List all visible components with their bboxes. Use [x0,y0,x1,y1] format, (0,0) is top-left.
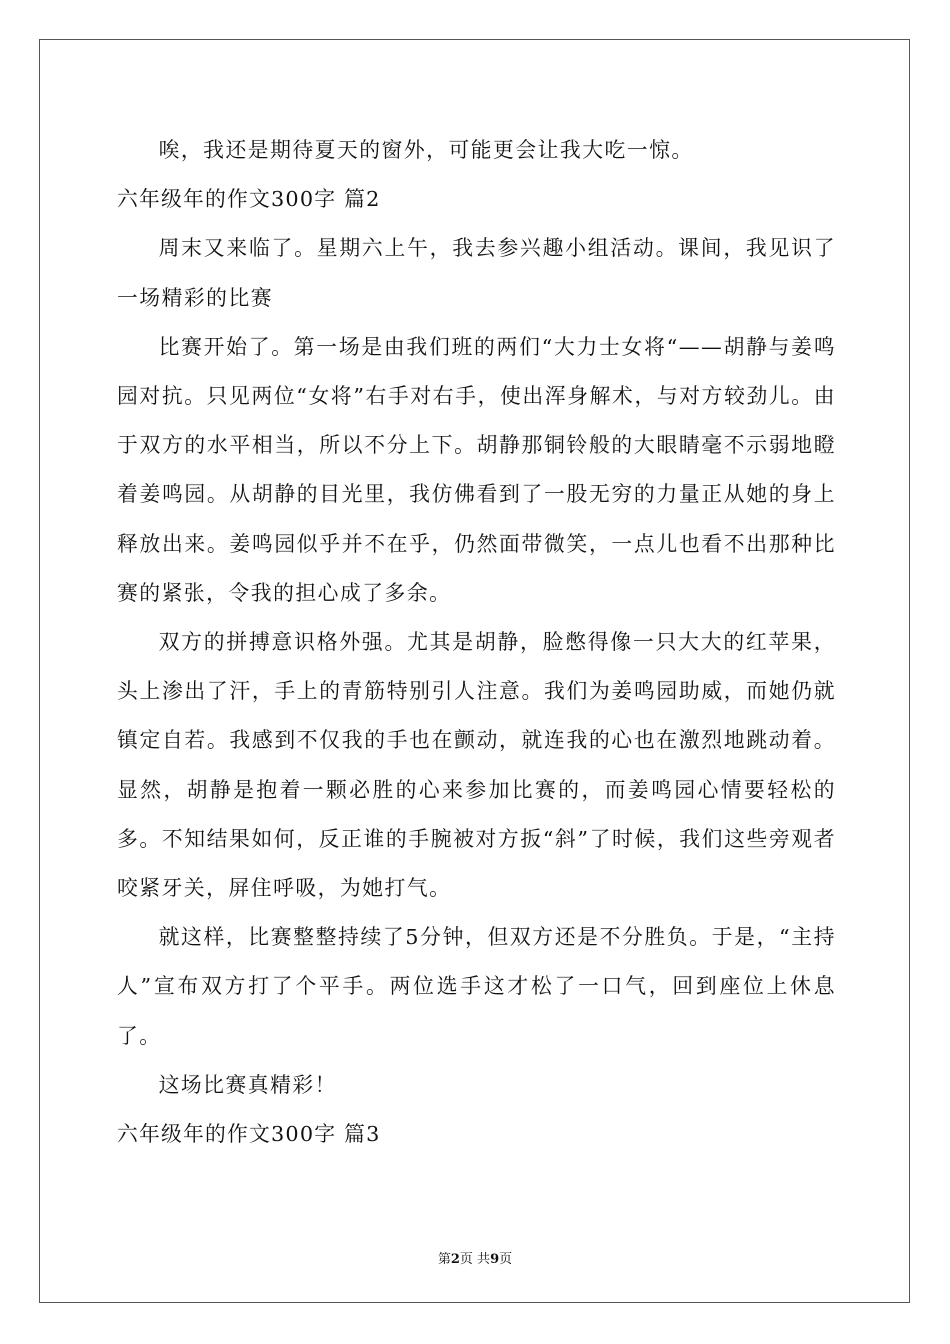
paragraph-intro: 周末又来临了。星期六上午，我去参兴趣小组活动。课间，我见识了一场精彩的比赛 [117,236,836,310]
footer-total-pages: 9 [490,1252,500,1267]
paragraph-match-start: 比赛开始了。第一场是由我们班的两们“大力士女将“——胡静与姜鸣园对抗。只见两位“女将”右手对右手，使出浑身解术，与对方较劲儿。由于双方的水平相当，所以不分上下。胡静那铜铃般的大眼睛毫不示弱地瞪着姜鸣园。从胡静的目光里，我仿佛看到了一股无穷的力量正从她的身上释放出来。姜鸣园似乎并不在乎，仍然面带微笑，一点儿也看不出那种比赛的紧张，令我的担心成了多余。 [117,334,836,605]
paragraph-struggle: 双方的拼搏意识格外强。尤其是胡静，脸憋得像一只大大的红苹果，头上渗出了汗，手上的青筋特别引人注意。我们为姜鸣园助威，而她仍就镇定自若。我感到不仅我的手也在颤动，就连我的心也在激烈地跳动着。显然，胡静是抱着一颗必胜的心来参加比赛的，而姜鸣园心情要轻松的多。不知结果如何，反正谁的手腕被对方扳“斜”了时候，我们这些旁观者咬紧牙关，屏住呼吸，为她打气。 [117,630,836,901]
footer-suffix: 页 [499,1252,513,1267]
footer-middle: 页 共 [459,1252,491,1267]
page-footer [0,1248,950,1267]
section-heading-3: 六年级年的作文300字 篇3 [117,1122,381,1147]
footer-prefix: 第 [437,1252,451,1267]
paragraph-conclusion: 这场比赛真精彩！ [158,1072,337,1097]
paragraph-closing-line: 唉，我还是期待夏天的窗外，可能更会让我大吃一惊。 [158,138,694,162]
section-heading-2: 六年级年的作文300字 篇2 [117,187,381,212]
footer-page-number: 2 [450,1252,460,1267]
paragraph-result: 就这样，比赛整整持续了5分钟，但双方还是不分胜负。于是，“主持人”宣布双方打了个平手。两位选手这才松了一口气，回到座位上休息了。 [117,925,836,1048]
document-body [117,126,836,1159]
